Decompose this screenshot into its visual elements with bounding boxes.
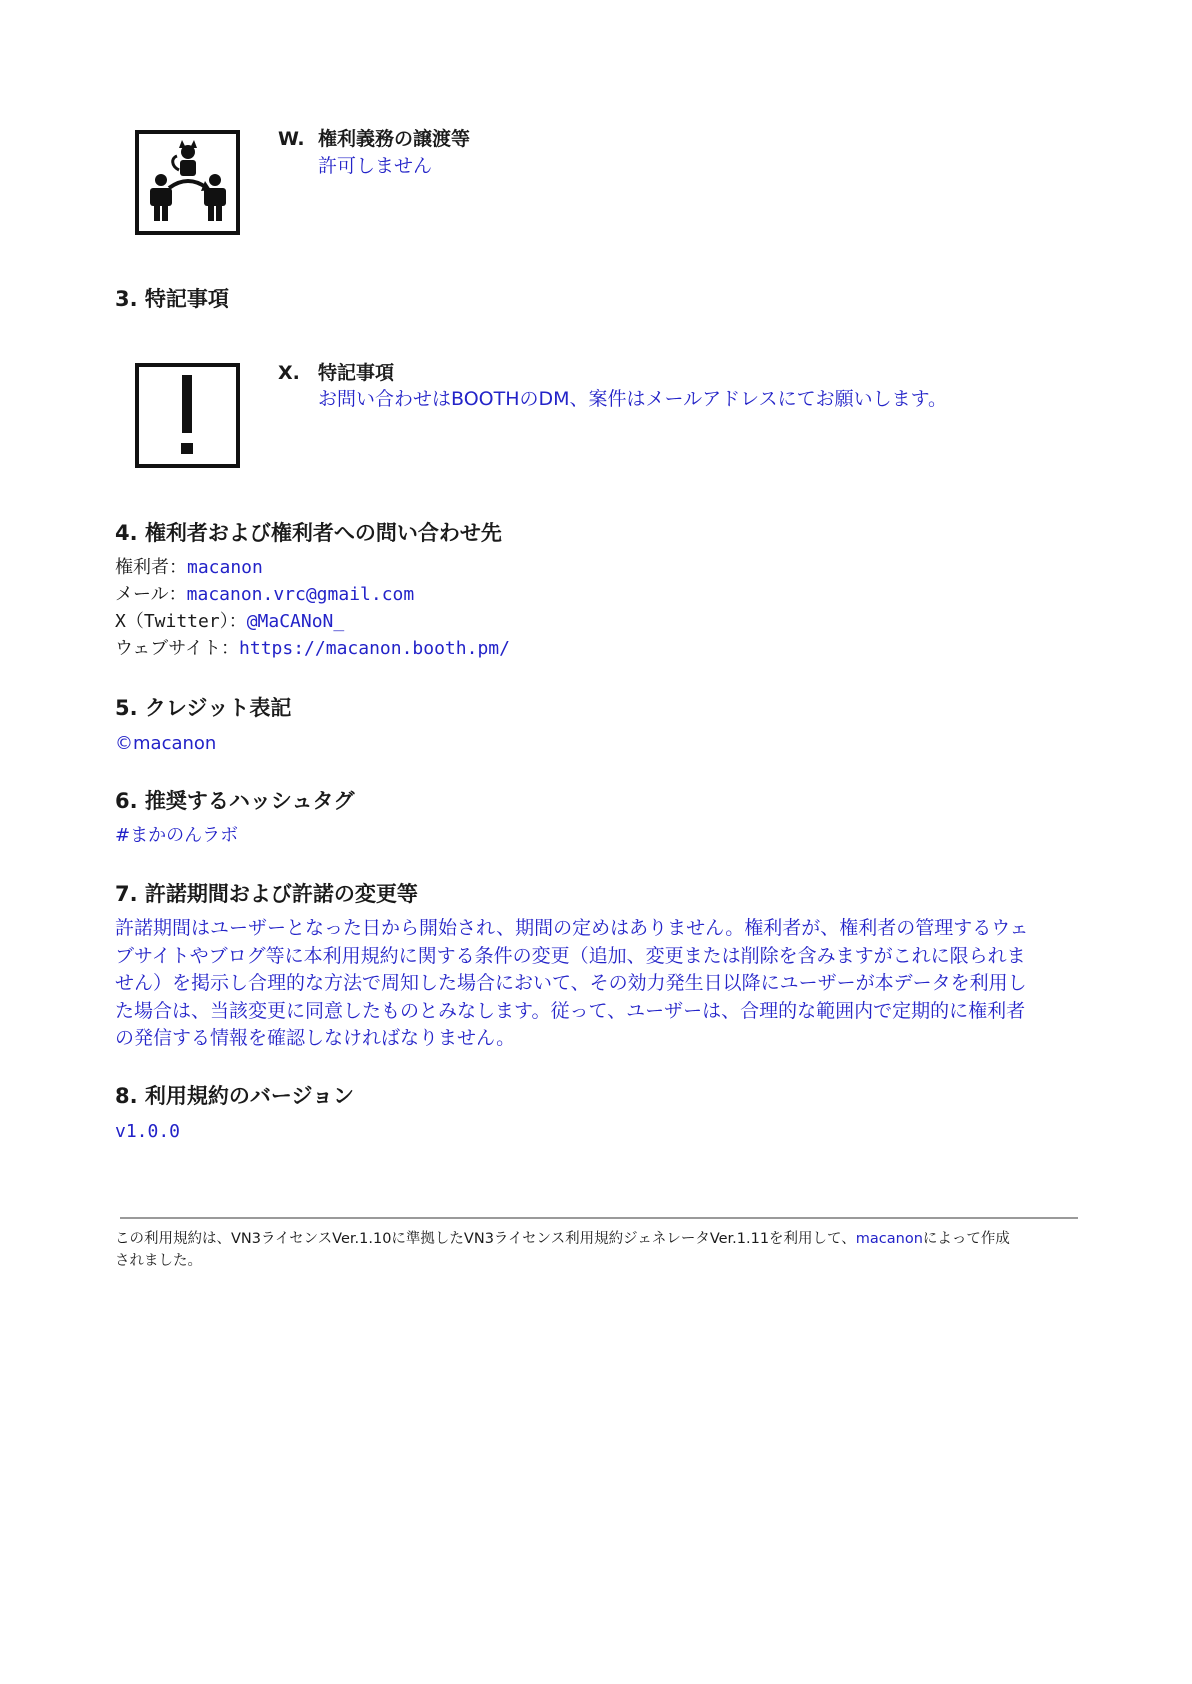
item-x-value: お問い合わせはBOOTHのDM、案件はメールアドレスにてお願いします。 [318,388,948,410]
section-5-title: 5. クレジット表記 [115,696,292,720]
contact-row-website [115,635,510,662]
credit-text: ©macanon [115,733,217,754]
footer-text-before: この利用規約は、VN3ライセンスVer.1.10に準拠したVN3ライセンス利用規約ジェネレータVer.1.11を利用して、 [115,1231,856,1247]
paragraph-line: た場合は、当該変更に同意したものとみなします。従って、ユーザーは、合理的な範囲内で定期的に権利者 [115,999,1026,1022]
footer-text-after: によって作成 [922,1231,1010,1247]
paragraph-line: ブサイトやブログ等に本利用規約に関する条件の変更（追加、変更または削除を含みますがこれに限られま [115,944,1026,967]
section-8-title: 8. 利用規約のバージョン [115,1084,355,1108]
hashtag-text: #まかのんラボ [115,825,239,846]
paragraph-line: せん）を掲示し合理的な方法で周知した場合において、その効力発生日以降にユーザーが本データを利用し [115,972,1027,994]
footer-line-1 [115,1228,1080,1250]
contact-label: メール： [115,584,187,605]
transfer-rights-icon [135,130,240,235]
footer-note [115,1228,1080,1272]
section-3-title: 3. 特記事項 [115,287,229,311]
contact-label: 権利者： [115,557,187,578]
item-x-heading [278,358,394,385]
item-x-code: X. [278,362,300,384]
twitter-link[interactable]: @MaCANoN_ [246,611,345,632]
section-7-title: 7. 許諾期間および許諾の変更等 [115,882,418,906]
version-text: v1.0.0 [115,1121,181,1142]
owner-name: macanon [187,557,263,578]
contact-row-twitter [115,608,344,635]
footer-author-link[interactable]: macanon [855,1231,923,1247]
paragraph-line: の発信する情報を確認しなければなりません。 [115,1027,516,1049]
website-link[interactable]: https://macanon.booth.pm/ [239,638,510,659]
item-w-code: W. [278,128,305,150]
contact-label: X（Twitter）： [115,611,247,632]
license-period-paragraph [115,915,1085,1053]
section-4-title: 4. 権利者および権利者への問い合わせ先 [115,521,502,545]
item-x-title: 特記事項 [318,362,395,384]
paragraph-line: 許諾期間はユーザーとなった日から開始され、期間の定めはありません。権利者が、権利者の管理するウェ [115,917,1029,939]
contact-row-email [115,581,414,608]
item-w-title: 権利義務の譲渡等 [318,128,471,150]
item-w-value: 許可しません [318,155,433,177]
email-link[interactable]: macanon.vrc@gmail.com [186,584,415,605]
exclamation-icon [135,363,240,468]
item-w-heading [278,124,470,151]
contact-label: ウェブサイト： [115,638,240,659]
contact-row-owner [115,554,263,581]
footer-divider [120,1217,1078,1219]
footer-line-2: されました。 [115,1253,202,1269]
section-6-title: 6. 推奨するハッシュタグ [115,789,355,813]
